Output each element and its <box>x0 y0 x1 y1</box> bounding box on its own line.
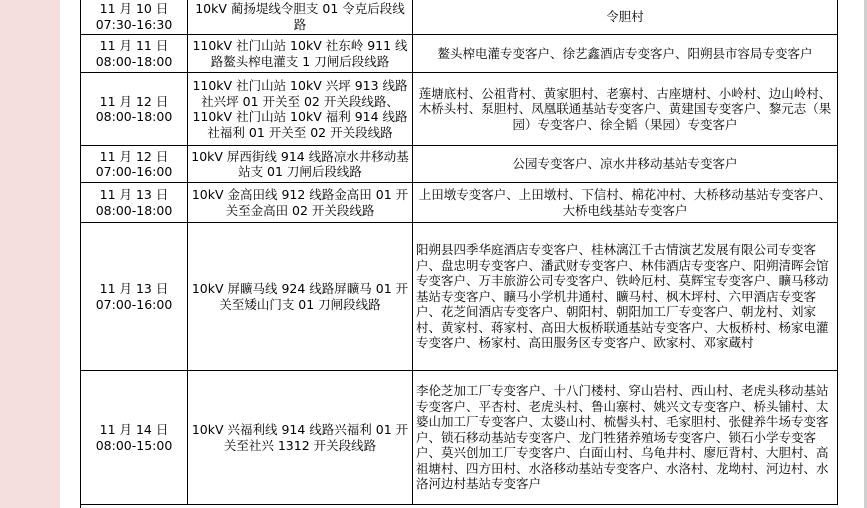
table-row <box>81 146 838 183</box>
time-cell <box>81 35 188 73</box>
area-cell: 公园专变客户、凉水井移动基站专变客户 <box>413 146 838 183</box>
time-cell <box>81 183 188 223</box>
line-cell: 10kV 蔺扬堤线令胆支 01 令克后段线路 <box>188 0 413 35</box>
table-row <box>81 223 838 371</box>
area-cell: 莲塘底村、公祖背村、黄家胆村、老寨村、古座塘村、小岭村、边山岭村、木桥头村、泵胆村、凤凰联通基站专变客户、黄建国专变客户、黎元志（果园）专变客户、徐全韬（果园）专变客户 <box>413 73 838 146</box>
table-row <box>81 35 838 73</box>
power-outage-schedule-table <box>80 0 838 505</box>
table-row <box>81 371 838 505</box>
table-row <box>81 183 838 223</box>
table-row <box>81 73 838 146</box>
line-cell: 10kV 兴福利线 914 线路兴福利 01 开关至社兴 1312 开关段线路 <box>188 371 413 505</box>
time-text: 11 月 12 日 08:00-18:00 <box>95 93 173 124</box>
time-text: 11 月 12 日 07:00-16:00 <box>95 148 173 179</box>
area-cell: 李伦芝加工厂专变客户、十八门楼村、穿山岩村、西山村、老虎头移动基站专变客户、平杏村、老虎头村、鲁山寨村、姚兴文专变客户、桥头铺村、太婆山加工厂专变客户、太婆山村、梳髻头村、毛家胆村、张健养牛场专变客户、锁石移动基站专变客户、龙门牲猪养殖场专变客户、锁石小学专变客户、莫兴创加工厂专变客户、白面山村、乌龟井村、廖厄背村、大胆村、高祖塘村、四方田村、水洛移动基站专变客户、水洛村、龙坳村、河边村、水洛河边村基站专变客户 <box>413 371 838 505</box>
left-margin-band <box>0 0 61 508</box>
time-cell <box>81 73 188 146</box>
line-cell: 110kV 社门山站 10kV 社东岭 911 线路鳌头榨电灌支 1 刀闸后段线路 <box>188 35 413 73</box>
time-text: 11 月 10 日 07:30-16:30 <box>95 1 173 32</box>
time-text: 11 月 11 日 08:00-18:00 <box>95 38 173 69</box>
first-column <box>60 0 81 508</box>
time-cell <box>81 0 188 35</box>
table-row <box>81 0 838 35</box>
area-cell: 上田墩专变客户、上田墩村、下信村、棉花冲村、大桥移动基站专变客户、大桥电线基站专变客户 <box>413 183 838 223</box>
line-cell: 110kV 社门山站 10kV 兴坪 913 线路社兴坪 01 开关至 02 开关段线路、110kV 社门山站 10kV 福利 914 线路社福利 01 开关至 02 开关段线路 <box>188 73 413 146</box>
time-cell <box>81 371 188 505</box>
time-text: 11 月 14 日 08:00-15:00 <box>95 422 173 453</box>
time-cell <box>81 223 188 371</box>
line-cell: 10kV 金高田线 912 线路金高田 01 开关至金高田 02 开关段线路 <box>188 183 413 223</box>
time-cell <box>81 146 188 183</box>
area-cell: 鳌头榨电灌专变客户、徐艺鑫酒店专变客户、阳朔县市容局专变客户 <box>413 35 838 73</box>
area-cell: 令胆村 <box>413 0 838 35</box>
line-cell: 10kV 屏西街线 914 线路凉水井移动基站支 01 刀闸后段线路 <box>188 146 413 183</box>
area-cell: 阳朔县四季华庭酒店专变客户、桂林漓江千古情演艺发展有限公司专变客户、盘忠明专变客户、潘武财专变客户、林伟酒店专变客户、阳朔清晖会馆专变客户、万丰旅游公司专变客户、铁岭厄村、莫辉宝专变客户、矌马移动基站专变客户、矌马小学机井通村、矌马村、枫木坪村、六甲酒店专变客户、花芝间酒店专变客户、朝阳村、朝阳加工厂专变客户、朝龙村、刘家村、黄家村、蒋家村、高田大板桥联通基站专变客户、大板桥村、杨家电灌专变客户、杨家村、高田服务区专变客户、欧家村、邓家蔵村 <box>413 223 838 371</box>
time-text: 11 月 13 日 07:00-16:00 <box>95 281 173 312</box>
line-cell: 10kV 屏矌马线 924 线路屏矌马 01 开关至矮山门支 01 刀闸段线路 <box>188 223 413 371</box>
time-text: 11 月 13 日 08:00-18:00 <box>95 187 173 218</box>
